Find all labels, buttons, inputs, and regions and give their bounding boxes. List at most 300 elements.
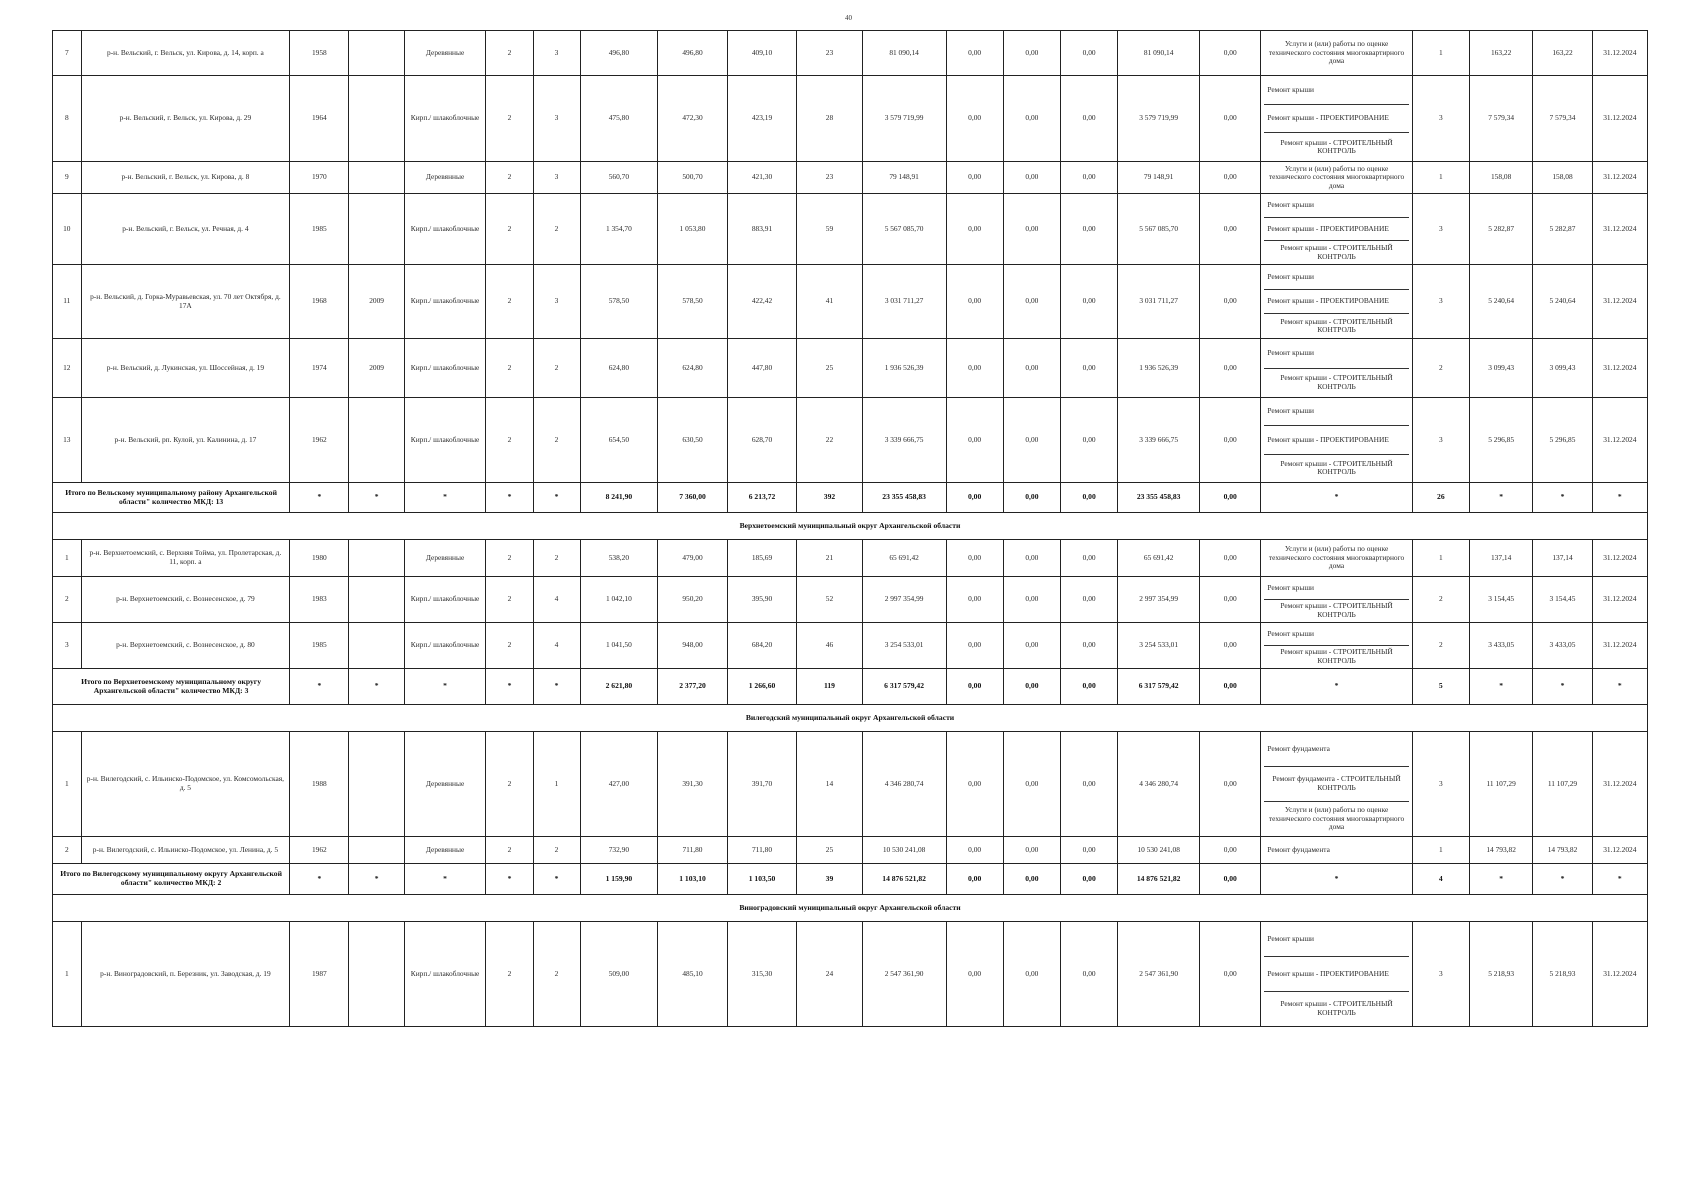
premises-area-cell: 1 053,80 — [658, 194, 728, 265]
cost-owners-cell: 2 547 361,90 — [1118, 922, 1200, 1027]
total-placeholder: * — [486, 864, 533, 895]
residential-area-cell: 409,10 — [727, 31, 797, 76]
work-item: Услуги и (или) работы по оценке технического состояния многоквартирного дома — [1268, 39, 1405, 66]
address-cell: р-н. Верхнетоемский, с. Вознесенское, д. 80 — [81, 623, 290, 669]
address-cell: р-н. Вельский, д. Лукинская, ул. Шоссейная, д. 19 — [81, 339, 290, 398]
works-count-cell: 2 — [1412, 623, 1469, 669]
max-unit-cost-cell: 3 154,45 — [1533, 577, 1592, 623]
deadline-cell: 31.12.2024 — [1592, 76, 1647, 162]
residential-area-cell: 711,80 — [727, 837, 797, 864]
cost-region-cell: 0,00 — [1003, 339, 1060, 398]
table-row — [53, 577, 1648, 623]
year-built-cell: 1962 — [290, 398, 349, 483]
cost-total-cell: 3 339 666,75 — [862, 398, 946, 483]
cost-total-cell: 4 346 280,74 — [862, 732, 946, 837]
cost-municipal-cell: 0,00 — [1061, 540, 1118, 577]
total-cost-fund-cell: 0,00 — [946, 864, 1003, 895]
works-cell — [1261, 577, 1412, 623]
cost-total-cell: 3 254 533,01 — [862, 623, 946, 669]
registry-body — [53, 31, 1648, 1027]
cost-fund-cell: 0,00 — [946, 76, 1003, 162]
cost-other-cell: 0,00 — [1200, 837, 1261, 864]
residents-cell: 46 — [797, 623, 862, 669]
year-overhaul-cell — [349, 623, 404, 669]
residential-area-cell: 421,30 — [727, 162, 797, 194]
total-placeholder: * — [349, 864, 404, 895]
work-item: Ремонт крыши — [1264, 623, 1408, 646]
row-number: 10 — [53, 194, 82, 265]
total-cost-total-cell: 6 317 579,42 — [862, 669, 946, 705]
work-item: Ремонт крыши - ПРОЕКТИРОВАНИЕ — [1264, 957, 1408, 992]
cost-owners-cell: 81 090,14 — [1118, 31, 1200, 76]
floors-cell: 2 — [486, 732, 533, 837]
wall-material-cell: Кирп./ шлакоблочные — [404, 194, 486, 265]
total-cost-total-cell: 23 355 458,83 — [862, 483, 946, 513]
work-item: Услуги и (или) работы по оценке технического состояния многоквартирного дома — [1268, 163, 1405, 190]
cost-municipal-cell: 0,00 — [1061, 31, 1118, 76]
work-item: Ремонт фундамента - СТРОИТЕЛЬНЫЙ КОНТРОЛЬ — [1264, 767, 1408, 802]
cost-owners-cell: 5 567 085,70 — [1118, 194, 1200, 265]
total-placeholder: * — [1533, 483, 1592, 513]
total-placeholder: * — [1261, 669, 1412, 705]
max-unit-cost-cell: 7 579,34 — [1533, 76, 1592, 162]
works-count-cell: 1 — [1412, 162, 1469, 194]
address-cell: р-н. Вельский, г. Вельск, ул. Кирова, д. 29 — [81, 76, 290, 162]
cost-municipal-cell: 0,00 — [1061, 577, 1118, 623]
total-residents-cell: 39 — [797, 864, 862, 895]
total-total-area-cell: 1 159,90 — [580, 864, 658, 895]
works-cell — [1261, 76, 1412, 162]
year-built-cell: 1970 — [290, 162, 349, 194]
works-count-cell: 1 — [1412, 540, 1469, 577]
unit-cost-cell: 5 282,87 — [1469, 194, 1532, 265]
residents-cell: 52 — [797, 577, 862, 623]
page-number: 40 — [845, 14, 852, 22]
total-works-count-cell: 4 — [1412, 864, 1469, 895]
deadline-cell: 31.12.2024 — [1592, 540, 1647, 577]
max-unit-cost-cell: 137,14 — [1533, 540, 1592, 577]
residents-cell: 14 — [797, 732, 862, 837]
total-area-cell: 560,70 — [580, 162, 658, 194]
cost-total-cell: 3 579 719,99 — [862, 76, 946, 162]
premises-area-cell: 472,30 — [658, 76, 728, 162]
wall-material-cell: Деревянные — [404, 732, 486, 837]
residents-cell: 24 — [797, 922, 862, 1027]
cost-fund-cell: 0,00 — [946, 398, 1003, 483]
floors-cell: 2 — [486, 76, 533, 162]
works-count-cell: 3 — [1412, 194, 1469, 265]
year-built-cell: 1987 — [290, 922, 349, 1027]
total-premises-area-cell: 2 377,20 — [658, 669, 728, 705]
cost-fund-cell: 0,00 — [946, 922, 1003, 1027]
total-residential-area-cell: 6 213,72 — [727, 483, 797, 513]
cost-region-cell: 0,00 — [1003, 577, 1060, 623]
total-residents-cell: 392 — [797, 483, 862, 513]
total-cost-municipal-cell: 0,00 — [1061, 864, 1118, 895]
premises-area-cell: 950,20 — [658, 577, 728, 623]
row-number: 13 — [53, 398, 82, 483]
cost-total-cell: 2 547 361,90 — [862, 922, 946, 1027]
wall-material-cell: Кирп./ шлакоблочные — [404, 76, 486, 162]
cost-fund-cell: 0,00 — [946, 540, 1003, 577]
unit-cost-cell: 5 296,85 — [1469, 398, 1532, 483]
total-placeholder: * — [1469, 669, 1532, 705]
total-area-cell: 578,50 — [580, 265, 658, 339]
work-item: Ремонт крыши - СТРОИТЕЛЬНЫЙ КОНТРОЛЬ — [1280, 601, 1393, 619]
year-built-cell: 1985 — [290, 194, 349, 265]
row-number: 3 — [53, 623, 82, 669]
residents-cell: 25 — [797, 339, 862, 398]
total-area-cell: 654,50 — [580, 398, 658, 483]
wall-material-cell: Кирп./ шлакоблочные — [404, 623, 486, 669]
address-cell: р-н. Вельский, г. Вельск, ул. Речная, д. 4 — [81, 194, 290, 265]
work-item: Ремонт крыши - СТРОИТЕЛЬНЫЙ КОНТРОЛЬ — [1280, 137, 1393, 156]
total-label: Итого по Вилегодскому муниципальному округу Архангельской области" количество МКД: 2 — [53, 864, 290, 895]
residents-cell: 41 — [797, 265, 862, 339]
residential-area-cell: 883,91 — [727, 194, 797, 265]
address-cell: р-н. Вельский, рп. Кулой, ул. Калинина, д. 17 — [81, 398, 290, 483]
floors-cell: 2 — [486, 194, 533, 265]
premises-area-cell: 948,00 — [658, 623, 728, 669]
year-overhaul-cell — [349, 922, 404, 1027]
work-item: Услуги и (или) работы по оценке технического состояния многоквартирного дома — [1268, 805, 1405, 832]
floors-cell: 2 — [486, 577, 533, 623]
cost-municipal-cell: 0,00 — [1061, 265, 1118, 339]
residents-cell: 23 — [797, 162, 862, 194]
total-area-cell: 475,80 — [580, 76, 658, 162]
cost-total-cell: 65 691,42 — [862, 540, 946, 577]
cost-owners-cell: 3 031 711,27 — [1118, 265, 1200, 339]
residential-area-cell: 391,70 — [727, 732, 797, 837]
address-cell: р-н. Виноградовский, п. Березник, ул. Заводская, д. 19 — [81, 922, 290, 1027]
cost-other-cell: 0,00 — [1200, 194, 1261, 265]
table-row — [53, 922, 1648, 1027]
total-placeholder: * — [533, 483, 580, 513]
total-area-cell: 538,20 — [580, 540, 658, 577]
deadline-cell: 31.12.2024 — [1592, 577, 1647, 623]
cost-other-cell: 0,00 — [1200, 339, 1261, 398]
address-cell: р-н. Вилегодский, с. Ильинско-Подомское, ул. Комсомольская, д. 5 — [81, 732, 290, 837]
premises-area-cell: 500,70 — [658, 162, 728, 194]
work-item: Ремонт крыши - СТРОИТЕЛЬНЫЙ КОНТРОЛЬ — [1280, 316, 1393, 335]
works-count-cell: 1 — [1412, 837, 1469, 864]
cost-region-cell: 0,00 — [1003, 732, 1060, 837]
entrances-cell: 4 — [533, 577, 580, 623]
unit-cost-cell: 163,22 — [1469, 31, 1532, 76]
residential-area-cell: 422,42 — [727, 265, 797, 339]
deadline-cell: 31.12.2024 — [1592, 732, 1647, 837]
total-placeholder: * — [404, 864, 486, 895]
total-placeholder: * — [1592, 483, 1647, 513]
cost-owners-cell: 3 579 719,99 — [1118, 76, 1200, 162]
wall-material-cell: Деревянные — [404, 540, 486, 577]
cost-other-cell: 0,00 — [1200, 31, 1261, 76]
total-total-area-cell: 2 621,80 — [580, 669, 658, 705]
work-item: Ремонт крыши — [1264, 265, 1408, 290]
works-cell — [1261, 31, 1412, 76]
total-cost-other-cell: 0,00 — [1200, 864, 1261, 895]
section-heading-row — [53, 513, 1648, 540]
cost-municipal-cell: 0,00 — [1061, 339, 1118, 398]
cost-municipal-cell: 0,00 — [1061, 194, 1118, 265]
floors-cell: 2 — [486, 162, 533, 194]
year-overhaul-cell — [349, 162, 404, 194]
floors-cell: 2 — [486, 398, 533, 483]
premises-area-cell: 711,80 — [658, 837, 728, 864]
unit-cost-cell: 3 433,05 — [1469, 623, 1532, 669]
cost-region-cell: 0,00 — [1003, 76, 1060, 162]
work-item: Ремонт крыши - ПРОЕКТИРОВАНИЕ — [1264, 218, 1408, 242]
year-overhaul-cell: 2009 — [349, 265, 404, 339]
cost-other-cell: 0,00 — [1200, 76, 1261, 162]
total-cost-other-cell: 0,00 — [1200, 669, 1261, 705]
total-cost-municipal-cell: 0,00 — [1061, 669, 1118, 705]
unit-cost-cell: 158,08 — [1469, 162, 1532, 194]
works-count-cell: 3 — [1412, 922, 1469, 1027]
works-count-cell: 2 — [1412, 577, 1469, 623]
work-item: Ремонт крыши — [1264, 339, 1408, 369]
total-placeholder: * — [349, 669, 404, 705]
cost-owners-cell: 4 346 280,74 — [1118, 732, 1200, 837]
residents-cell: 59 — [797, 194, 862, 265]
total-placeholder: * — [404, 669, 486, 705]
cost-other-cell: 0,00 — [1200, 540, 1261, 577]
max-unit-cost-cell: 11 107,29 — [1533, 732, 1592, 837]
total-row — [53, 483, 1648, 513]
cost-owners-cell: 10 530 241,08 — [1118, 837, 1200, 864]
year-built-cell: 1983 — [290, 577, 349, 623]
total-placeholder: * — [404, 483, 486, 513]
cost-other-cell: 0,00 — [1200, 398, 1261, 483]
year-overhaul-cell — [349, 76, 404, 162]
table-row — [53, 194, 1648, 265]
address-cell: р-н. Вельский, д. Горка-Муравьевская, ул. 70 лет Октября, д. 17А — [81, 265, 290, 339]
deadline-cell: 31.12.2024 — [1592, 398, 1647, 483]
total-works-count-cell: 26 — [1412, 483, 1469, 513]
year-overhaul-cell — [349, 732, 404, 837]
premises-area-cell: 485,10 — [658, 922, 728, 1027]
address-cell: р-н. Вилегодский, с. Ильинско-Подомское, ул. Ленина, д. 5 — [81, 837, 290, 864]
cost-fund-cell: 0,00 — [946, 31, 1003, 76]
total-placeholder: * — [1469, 864, 1532, 895]
wall-material-cell: Кирп./ шлакоблочные — [404, 339, 486, 398]
cost-fund-cell: 0,00 — [946, 732, 1003, 837]
section-heading-row — [53, 895, 1648, 922]
entrances-cell: 2 — [533, 837, 580, 864]
entrances-cell: 3 — [533, 31, 580, 76]
floors-cell: 2 — [486, 623, 533, 669]
max-unit-cost-cell: 158,08 — [1533, 162, 1592, 194]
floors-cell: 2 — [486, 922, 533, 1027]
total-area-cell: 496,80 — [580, 31, 658, 76]
cost-other-cell: 0,00 — [1200, 577, 1261, 623]
total-label: Итого по Вельскому муниципальному району Архангельской области" количество МКД: 13 — [53, 483, 290, 513]
address-cell: р-н. Верхнетоемский, с. Вознесенское, д. 79 — [81, 577, 290, 623]
total-total-area-cell: 8 241,90 — [580, 483, 658, 513]
cost-owners-cell: 3 339 666,75 — [1118, 398, 1200, 483]
cost-region-cell: 0,00 — [1003, 194, 1060, 265]
max-unit-cost-cell: 14 793,82 — [1533, 837, 1592, 864]
residential-area-cell: 628,70 — [727, 398, 797, 483]
section-heading: Виноградовский муниципальный округ Архангельской области — [53, 895, 1648, 922]
deadline-cell: 31.12.2024 — [1592, 837, 1647, 864]
table-row — [53, 398, 1648, 483]
residential-area-cell: 185,69 — [727, 540, 797, 577]
cost-municipal-cell: 0,00 — [1061, 922, 1118, 1027]
works-count-cell: 3 — [1412, 76, 1469, 162]
cost-fund-cell: 0,00 — [946, 577, 1003, 623]
works-count-cell: 3 — [1412, 398, 1469, 483]
year-overhaul-cell: 2009 — [349, 339, 404, 398]
residential-area-cell: 684,20 — [727, 623, 797, 669]
residential-area-cell: 395,90 — [727, 577, 797, 623]
deadline-cell: 31.12.2024 — [1592, 162, 1647, 194]
max-unit-cost-cell: 5 282,87 — [1533, 194, 1592, 265]
total-cost-region-cell: 0,00 — [1003, 669, 1060, 705]
cost-owners-cell: 1 936 526,39 — [1118, 339, 1200, 398]
entrances-cell: 3 — [533, 162, 580, 194]
cost-other-cell: 0,00 — [1200, 162, 1261, 194]
work-item: Ремонт крыши — [1264, 76, 1408, 105]
total-cost-fund-cell: 0,00 — [946, 669, 1003, 705]
year-overhaul-cell — [349, 31, 404, 76]
total-placeholder: * — [1261, 864, 1412, 895]
cost-region-cell: 0,00 — [1003, 837, 1060, 864]
address-cell: р-н. Верхнетоемский, с. Верхняя Тойма, ул. Пролетарская, д. 11, корп. а — [81, 540, 290, 577]
entrances-cell: 3 — [533, 265, 580, 339]
wall-material-cell: Кирп./ шлакоблочные — [404, 922, 486, 1027]
table-row — [53, 623, 1648, 669]
cost-fund-cell: 0,00 — [946, 265, 1003, 339]
address-cell: р-н. Вельский, г. Вельск, ул. Кирова, д. 14, корп. а — [81, 31, 290, 76]
floors-cell: 2 — [486, 265, 533, 339]
total-area-cell: 509,00 — [580, 922, 658, 1027]
year-overhaul-cell — [349, 577, 404, 623]
total-placeholder: * — [1469, 483, 1532, 513]
residents-cell: 21 — [797, 540, 862, 577]
max-unit-cost-cell: 5 218,93 — [1533, 922, 1592, 1027]
total-cost-owners-cell: 6 317 579,42 — [1118, 669, 1200, 705]
cost-municipal-cell: 0,00 — [1061, 837, 1118, 864]
cost-total-cell: 3 031 711,27 — [862, 265, 946, 339]
total-placeholder: * — [486, 483, 533, 513]
premises-area-cell: 624,80 — [658, 339, 728, 398]
wall-material-cell: Деревянные — [404, 31, 486, 76]
cost-fund-cell: 0,00 — [946, 623, 1003, 669]
residents-cell: 28 — [797, 76, 862, 162]
year-built-cell: 1985 — [290, 623, 349, 669]
total-residents-cell: 119 — [797, 669, 862, 705]
total-label: Итого по Верхнетоемскому муниципальному округу Архангельской области" количество МКД: 3 — [53, 669, 290, 705]
cost-total-cell: 10 530 241,08 — [862, 837, 946, 864]
total-area-cell: 1 354,70 — [580, 194, 658, 265]
deadline-cell: 31.12.2024 — [1592, 31, 1647, 76]
table-row — [53, 162, 1648, 194]
cost-region-cell: 0,00 — [1003, 162, 1060, 194]
work-item: Ремонт крыши - СТРОИТЕЛЬНЫЙ КОНТРОЛЬ — [1280, 458, 1393, 477]
total-residential-area-cell: 1 266,60 — [727, 669, 797, 705]
total-placeholder: * — [349, 483, 404, 513]
wall-material-cell: Деревянные — [404, 162, 486, 194]
cost-owners-cell: 79 148,91 — [1118, 162, 1200, 194]
year-built-cell: 1974 — [290, 339, 349, 398]
table-row — [53, 31, 1648, 76]
total-residential-area-cell: 1 103,50 — [727, 864, 797, 895]
wall-material-cell: Кирп./ шлакоблочные — [404, 398, 486, 483]
table-row — [53, 339, 1648, 398]
works-count-cell: 1 — [1412, 31, 1469, 76]
residential-area-cell: 447,80 — [727, 339, 797, 398]
cost-other-cell: 0,00 — [1200, 732, 1261, 837]
total-placeholder: * — [290, 864, 349, 895]
premises-area-cell: 496,80 — [658, 31, 728, 76]
premises-area-cell: 578,50 — [658, 265, 728, 339]
wall-material-cell: Кирп./ шлакоблочные — [404, 265, 486, 339]
floors-cell: 2 — [486, 837, 533, 864]
residential-area-cell: 423,19 — [727, 76, 797, 162]
total-area-cell: 1 041,50 — [580, 623, 658, 669]
address-cell: р-н. Вельский, г. Вельск, ул. Кирова, д. 8 — [81, 162, 290, 194]
total-placeholder: * — [486, 669, 533, 705]
works-cell — [1261, 732, 1412, 837]
row-number: 1 — [53, 732, 82, 837]
year-overhaul-cell — [349, 837, 404, 864]
works-count-cell: 3 — [1412, 732, 1469, 837]
total-area-cell: 732,90 — [580, 837, 658, 864]
total-cost-owners-cell: 23 355 458,83 — [1118, 483, 1200, 513]
entrances-cell: 3 — [533, 76, 580, 162]
work-item: Ремонт крыши - СТРОИТЕЛЬНЫЙ КОНТРОЛЬ — [1280, 373, 1393, 391]
table-row — [53, 732, 1648, 837]
table-row — [53, 540, 1648, 577]
cost-owners-cell: 65 691,42 — [1118, 540, 1200, 577]
max-unit-cost-cell: 3 433,05 — [1533, 623, 1592, 669]
cost-region-cell: 0,00 — [1003, 265, 1060, 339]
works-cell — [1261, 194, 1412, 265]
wall-material-cell: Деревянные — [404, 837, 486, 864]
total-placeholder: * — [533, 864, 580, 895]
cost-municipal-cell: 0,00 — [1061, 732, 1118, 837]
residents-cell: 23 — [797, 31, 862, 76]
total-row — [53, 864, 1648, 895]
year-built-cell: 1980 — [290, 540, 349, 577]
row-number: 2 — [53, 577, 82, 623]
wall-material-cell: Кирп./ шлакоблочные — [404, 577, 486, 623]
section-heading: Верхнетоемский муниципальный округ Архангельской области — [53, 513, 1648, 540]
cost-total-cell: 5 567 085,70 — [862, 194, 946, 265]
row-number: 7 — [53, 31, 82, 76]
works-cell — [1261, 265, 1412, 339]
cost-owners-cell: 2 997 354,99 — [1118, 577, 1200, 623]
total-works-count-cell: 5 — [1412, 669, 1469, 705]
residents-cell: 25 — [797, 837, 862, 864]
unit-cost-cell: 3 099,43 — [1469, 339, 1532, 398]
year-built-cell: 1988 — [290, 732, 349, 837]
table-row — [53, 76, 1648, 162]
cost-fund-cell: 0,00 — [946, 194, 1003, 265]
cost-municipal-cell: 0,00 — [1061, 398, 1118, 483]
unit-cost-cell: 137,14 — [1469, 540, 1532, 577]
works-cell — [1261, 837, 1412, 864]
max-unit-cost-cell: 163,22 — [1533, 31, 1592, 76]
total-area-cell: 427,00 — [580, 732, 658, 837]
deadline-cell: 31.12.2024 — [1592, 339, 1647, 398]
works-cell — [1261, 162, 1412, 194]
total-cost-municipal-cell: 0,00 — [1061, 483, 1118, 513]
work-item: Ремонт крыши - ПРОЕКТИРОВАНИЕ — [1264, 290, 1408, 315]
deadline-cell: 31.12.2024 — [1592, 623, 1647, 669]
unit-cost-cell: 3 154,45 — [1469, 577, 1532, 623]
